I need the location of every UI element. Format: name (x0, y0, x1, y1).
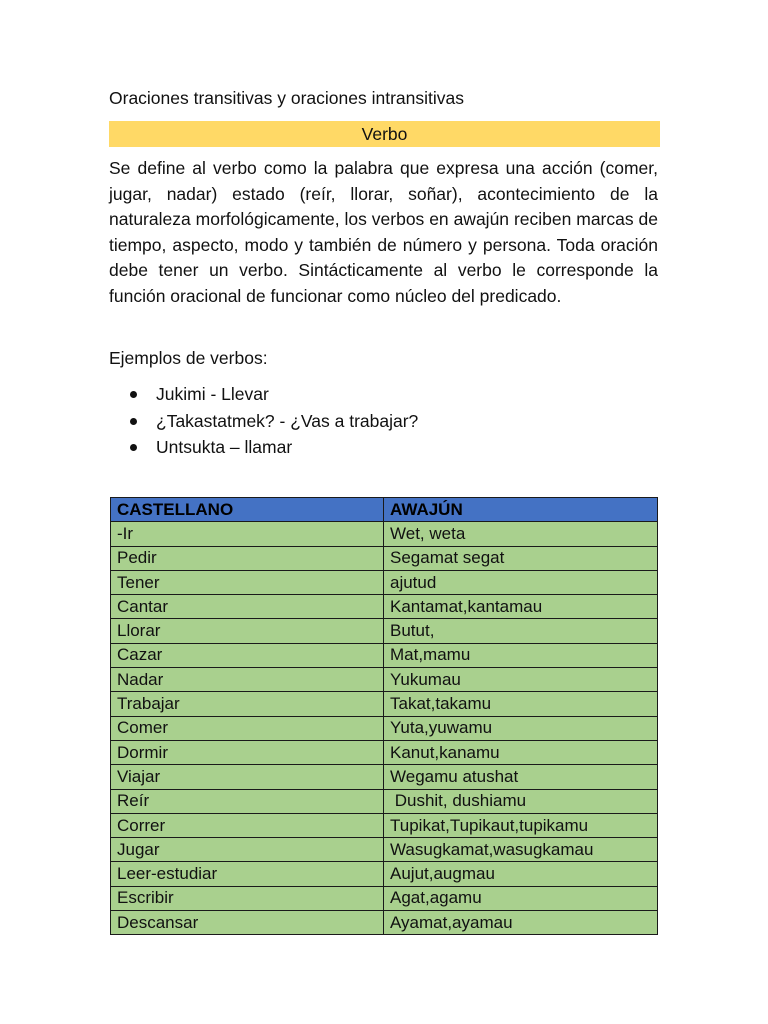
table-row (111, 862, 658, 886)
table-header-row (111, 498, 658, 522)
example-text: Untsukta – llamar (156, 437, 293, 457)
castellano-cell: Pedir (111, 546, 384, 570)
awajun-cell: Wet, weta (384, 522, 658, 546)
awajun-cell: Mat,mamu (384, 643, 658, 667)
table-row (111, 643, 658, 667)
bullet-icon (130, 418, 137, 425)
list-item (109, 434, 418, 461)
table-row (111, 740, 658, 764)
castellano-cell: Escribir (111, 886, 384, 910)
awajun-cell: Kantamat,kantamau (384, 595, 658, 619)
castellano-cell: Llorar (111, 619, 384, 643)
bullet-icon (130, 391, 137, 398)
awajun-cell: Dushit, dushiamu (384, 789, 658, 813)
examples-list (109, 381, 418, 461)
table-row (111, 595, 658, 619)
table-row (111, 692, 658, 716)
awajun-cell: Segamat segat (384, 546, 658, 570)
page-title: Oraciones transitivas y oraciones intransitivas (109, 88, 465, 108)
castellano-cell: Reír (111, 789, 384, 813)
awajun-cell: Butut, (384, 619, 658, 643)
section-heading: Verbo (109, 121, 660, 147)
table-row (111, 570, 658, 594)
awajun-cell: Kanut,kanamu (384, 740, 658, 764)
castellano-cell: Cantar (111, 595, 384, 619)
list-item (109, 381, 418, 408)
castellano-cell: Dormir (111, 740, 384, 764)
castellano-cell: Nadar (111, 668, 384, 692)
awajun-cell: Ayamat,ayamau (384, 911, 658, 935)
table-row (111, 668, 658, 692)
awajun-cell: Wegamu atushat (384, 765, 658, 789)
awajun-cell: Tupikat,Tupikaut,tupikamu (384, 813, 658, 837)
awajun-cell: Aujut,augmau (384, 862, 658, 886)
bullet-icon (130, 444, 137, 451)
table-row (111, 911, 658, 935)
awajun-cell: Yuta,yuwamu (384, 716, 658, 740)
castellano-cell: -Ir (111, 522, 384, 546)
table-row (111, 886, 658, 910)
examples-label: Ejemplos de verbos: (109, 348, 268, 368)
table-row (111, 838, 658, 862)
castellano-cell: Comer (111, 716, 384, 740)
table-row (111, 765, 658, 789)
castellano-cell: Tener (111, 570, 384, 594)
awajun-cell: Yukumau (384, 668, 658, 692)
awajun-cell: Takat,takamu (384, 692, 658, 716)
castellano-cell: Descansar (111, 911, 384, 935)
table-row (111, 619, 658, 643)
awajun-cell: Wasugkamat,wasugkamau (384, 838, 658, 862)
table-row (111, 546, 658, 570)
list-item (109, 408, 418, 435)
awajun-cell: ajutud (384, 570, 658, 594)
body-paragraph: Se define al verbo como la palabra que expresa una acción (comer, jugar, nadar) estado (reír, llorar, soñar), acontecimiento de la naturaleza morfológicamente, los verbos en awajún reciben marcas de tiempo, aspecto, modo y también de número y persona. Toda oración debe tener un verbo. Sintácticamente al verbo le corresponde la función oracional de funcionar como núcleo del predicado. (109, 158, 658, 306)
castellano-cell: Jugar (111, 838, 384, 862)
table-row (111, 716, 658, 740)
castellano-cell: Trabajar (111, 692, 384, 716)
table-row (111, 522, 658, 546)
table-row (111, 789, 658, 813)
example-text: Jukimi - Llevar (156, 384, 269, 404)
awajun-cell: Agat,agamu (384, 886, 658, 910)
castellano-cell: Cazar (111, 643, 384, 667)
column-header-awajun: AWAJÚN (384, 498, 658, 522)
column-header-castellano: CASTELLANO (111, 498, 384, 522)
table-row (111, 813, 658, 837)
castellano-cell: Leer-estudiar (111, 862, 384, 886)
verb-translation-table (110, 497, 658, 935)
castellano-cell: Viajar (111, 765, 384, 789)
castellano-cell: Correr (111, 813, 384, 837)
example-text: ¿Takastatmek? - ¿Vas a trabajar? (156, 410, 419, 431)
